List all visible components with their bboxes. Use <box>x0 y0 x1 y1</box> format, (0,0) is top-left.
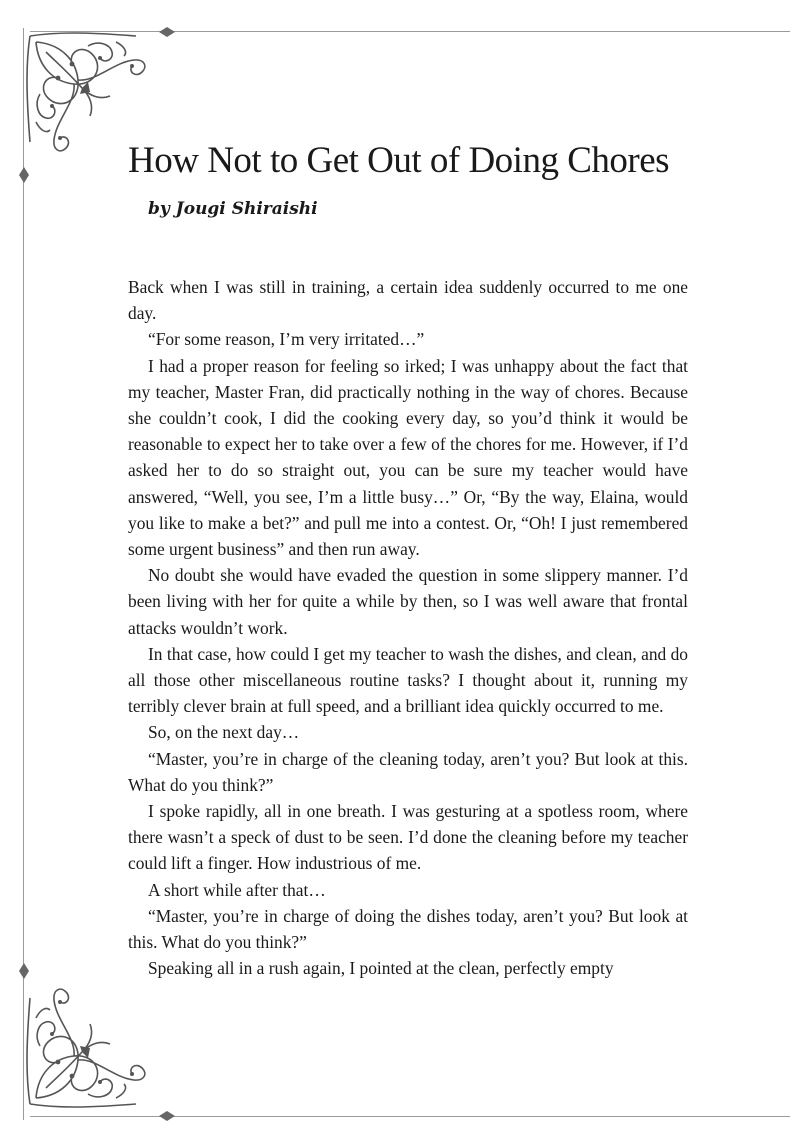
frame-left-line <box>23 28 24 1120</box>
paragraph: I had a proper reason for feeling so irked; I was unhappy about the fact that my teacher, Master Fran, did practically nothing in the way of chores. Because she couldn’t cook, I did the cooking every day, so you’d think it would be reasonable to expect her to take over a few of the chores for me. However, if I’d asked her to do so straight out, you can be sure my teacher would have answered, “Well, you see, I’m a little busy…” Or, “By the way, Elaina, would you like to make a bet?” and pull me into a contest. Or, “Oh! I just remembered some urgent business” and then run away. <box>128 355 688 560</box>
paragraph: So, on the next day… <box>148 722 300 743</box>
paragraph: Speaking all in a rush again, I pointed at the clean, perfectly empty <box>148 958 614 979</box>
paragraph: “Master, you’re in charge of doing the dishes today, aren’t you? But look at this. What do you think?” <box>128 905 688 953</box>
paragraph: “Master, you’re in charge of the cleaning today, aren’t you? But look at this. What do you think?” <box>128 748 688 795</box>
paragraph: Back when I was still in training, a certain idea suddenly occurred to me one day. <box>128 277 688 324</box>
corner-ornament-bottom-left <box>16 968 166 1118</box>
paragraph: No doubt she would have evaded the question in some slippery manner. I’d been living with her for quite a while by then, so I was well aware that frontal attacks wouldn’t work. <box>128 565 688 638</box>
story-title: How Not to Get Out of Doing Chores <box>128 140 670 181</box>
paragraph: I spoke rapidly, all in one breath. I was gesturing at a spotless room, where there wasn’t a speck of dust to be seen. I’d done the cleaning before my teacher could lift a finger. How industrious of me. <box>128 801 688 874</box>
story-body <box>128 274 688 981</box>
story-byline: by Jougi Shiraishi <box>148 199 318 219</box>
paragraph: A short while after that… <box>148 879 326 900</box>
paragraph: “For some reason, I’m very irritated…” <box>148 329 425 350</box>
paragraph: In that case, how could I get my teacher to wash the dishes, and clean, and do all those other miscellaneous routine tasks? I thought about it, running my terribly clever brain at full speed, and a brilliant idea quickly occurred to me. <box>128 643 688 717</box>
